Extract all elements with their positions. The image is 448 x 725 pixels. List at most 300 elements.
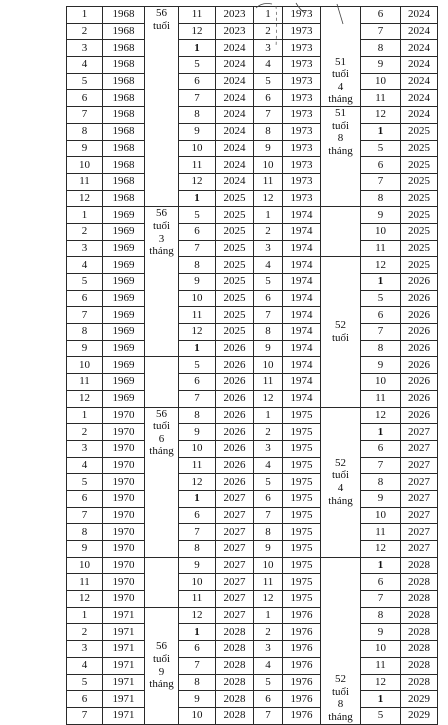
right-retire-month-cell: 1 [361,424,401,441]
right-retire-month-cell: 7 [361,23,401,40]
right-retire-year-cell: 2026 [401,407,438,424]
left-birth-year-cell: 1970 [103,424,145,441]
left-index-cell: 2 [67,223,103,240]
left-retire-month-cell: 10 [179,574,216,591]
right-retire-year-cell: 2028 [401,557,438,574]
age-group-label-line: 3 [158,232,165,245]
left-index-cell: 1 [67,407,103,424]
right-retire-month-cell: 6 [361,7,401,24]
table-row [67,307,438,324]
right-retire-year-cell: 2026 [401,274,438,291]
left-birth-year-cell: 1970 [103,490,145,507]
left-retire-year-cell: 2024 [216,90,254,107]
age-group-label-line: 56 [156,640,167,653]
left-retire-year-cell: 2027 [216,607,254,624]
right-retire-month-cell: 12 [361,541,401,558]
left-index-cell: 2 [67,424,103,441]
age-group-label-line: 52 [335,319,346,332]
right-index-cell: 6 [254,90,283,107]
right-index-cell: 7 [254,307,283,324]
left-birth-year-cell: 1968 [103,40,145,57]
table-row [67,207,438,224]
table-row [67,357,438,374]
table-row [67,173,438,190]
left-birth-year-cell: 1970 [103,474,145,491]
right-index-cell: 9 [254,140,283,157]
right-birth-year-cell: 1973 [283,7,321,24]
age-group-label-line: tuổi [152,19,171,32]
right-age-group [321,207,361,257]
right-birth-year-cell: 1975 [283,407,321,424]
left-index-cell: 8 [67,123,103,140]
right-index-cell: 1 [254,207,283,224]
left-birth-year-cell: 1968 [103,173,145,190]
right-retire-year-cell: 2026 [401,357,438,374]
left-retire-month-cell: 7 [179,657,216,674]
right-age-group [321,407,361,557]
table-row [67,374,438,391]
table-row [67,57,438,74]
right-retire-month-cell: 1 [361,691,401,708]
table-row [67,524,438,541]
left-birth-year-cell: 1969 [103,223,145,240]
left-birth-year-cell: 1969 [103,207,145,224]
right-retire-month-cell: 6 [361,574,401,591]
right-retire-month-cell: 1 [361,274,401,291]
left-index-cell: 2 [67,624,103,641]
left-retire-month-cell: 9 [179,123,216,140]
right-retire-year-cell: 2025 [401,190,438,207]
right-retire-year-cell: 2025 [401,207,438,224]
right-birth-year-cell: 1974 [283,307,321,324]
right-retire-month-cell: 8 [361,607,401,624]
right-index-cell: 10 [254,357,283,374]
left-retire-year-cell: 2025 [216,257,254,274]
table-row [67,240,438,257]
left-retire-year-cell: 2027 [216,490,254,507]
left-retire-month-cell: 5 [179,357,216,374]
left-birth-year-cell: 1971 [103,624,145,641]
right-index-cell: 9 [254,541,283,558]
left-retire-year-cell: 2025 [216,290,254,307]
table-row [67,607,438,624]
age-group-label-line: 8 [337,132,344,145]
left-retire-month-cell: 6 [179,507,216,524]
left-index-cell: 4 [67,457,103,474]
left-retire-year-cell: 2023 [216,7,254,24]
right-age-group [321,7,361,107]
right-retire-month-cell: 8 [361,190,401,207]
left-birth-year-cell: 1969 [103,290,145,307]
left-birth-year-cell: 1970 [103,524,145,541]
left-index-cell: 4 [67,657,103,674]
left-retire-year-cell: 2027 [216,591,254,608]
left-age-group [145,557,179,607]
right-retire-year-cell: 2024 [401,7,438,24]
left-retire-month-cell: 10 [179,440,216,457]
left-birth-year-cell: 1968 [103,23,145,40]
left-index-cell: 11 [67,574,103,591]
left-retire-month-cell: 8 [179,674,216,691]
left-index-cell: 7 [67,707,103,724]
right-index-cell: 7 [254,707,283,724]
right-retire-year-cell: 2026 [401,390,438,407]
left-retire-year-cell: 2028 [216,657,254,674]
left-birth-year-cell: 1968 [103,57,145,74]
left-index-cell: 1 [67,607,103,624]
left-retire-month-cell: 11 [179,7,216,24]
table-row [67,90,438,107]
right-retire-month-cell: 9 [361,57,401,74]
right-index-cell: 8 [254,123,283,140]
left-birth-year-cell: 1969 [103,274,145,291]
right-retire-year-cell: 2028 [401,591,438,608]
right-index-cell: 2 [254,223,283,240]
table-row [67,7,438,24]
left-retire-month-cell: 9 [179,274,216,291]
left-index-cell: 12 [67,390,103,407]
left-retire-year-cell: 2026 [216,374,254,391]
left-index-cell: 9 [67,541,103,558]
right-retire-year-cell: 2024 [401,73,438,90]
right-retire-month-cell: 10 [361,73,401,90]
right-retire-month-cell: 11 [361,390,401,407]
right-retire-year-cell: 2024 [401,107,438,124]
left-birth-year-cell: 1969 [103,324,145,341]
age-group-label-line: tháng [328,494,353,507]
left-index-cell: 12 [67,190,103,207]
left-retire-month-cell: 6 [179,641,216,658]
right-birth-year-cell: 1974 [283,340,321,357]
age-group-label-line: tuổi [331,68,350,81]
left-age-group [145,357,179,407]
left-retire-month-cell: 1 [179,340,216,357]
right-index-cell: 3 [254,40,283,57]
right-index-cell: 10 [254,557,283,574]
right-birth-year-cell: 1973 [283,73,321,90]
right-retire-month-cell: 11 [361,90,401,107]
left-age-group [145,607,179,724]
left-age-group [145,207,179,357]
right-retire-month-cell: 10 [361,374,401,391]
left-retire-month-cell: 8 [179,107,216,124]
right-birth-year-cell: 1974 [283,257,321,274]
right-index-cell: 6 [254,691,283,708]
left-retire-year-cell: 2025 [216,223,254,240]
left-index-cell: 6 [67,691,103,708]
table-row [67,40,438,57]
right-retire-month-cell: 6 [361,157,401,174]
left-birth-year-cell: 1970 [103,440,145,457]
table-row [67,290,438,307]
table-row [67,340,438,357]
table-row [67,257,438,274]
left-retire-month-cell: 12 [179,474,216,491]
left-retire-year-cell: 2024 [216,57,254,74]
left-birth-year-cell: 1969 [103,357,145,374]
left-retire-year-cell: 2024 [216,107,254,124]
right-index-cell: 5 [254,73,283,90]
right-birth-year-cell: 1974 [283,357,321,374]
left-retire-year-cell: 2024 [216,157,254,174]
left-retire-year-cell: 2027 [216,541,254,558]
left-retire-year-cell: 2024 [216,40,254,57]
right-index-cell: 8 [254,524,283,541]
right-retire-year-cell: 2028 [401,607,438,624]
left-retire-year-cell: 2026 [216,457,254,474]
right-retire-year-cell: 2025 [401,240,438,257]
left-retire-month-cell: 10 [179,707,216,724]
table-row [67,274,438,291]
right-retire-year-cell: 2028 [401,657,438,674]
table-row [67,140,438,157]
left-index-cell: 3 [67,440,103,457]
left-birth-year-cell: 1970 [103,557,145,574]
left-retire-year-cell: 2028 [216,674,254,691]
left-retire-month-cell: 10 [179,290,216,307]
right-birth-year-cell: 1975 [283,457,321,474]
right-index-cell: 11 [254,574,283,591]
table-row [67,407,438,424]
right-retire-year-cell: 2024 [401,57,438,74]
right-retire-year-cell: 2024 [401,40,438,57]
left-birth-year-cell: 1970 [103,541,145,558]
right-birth-year-cell: 1975 [283,557,321,574]
left-retire-year-cell: 2026 [216,340,254,357]
right-index-cell: 7 [254,507,283,524]
age-group-label-line: 52 [335,673,346,685]
table-row [67,23,438,40]
left-retire-month-cell: 6 [179,223,216,240]
left-retire-year-cell: 2024 [216,123,254,140]
table-row [67,591,438,608]
right-retire-year-cell: 2027 [401,457,438,474]
left-retire-month-cell: 12 [179,324,216,341]
retirement-age-table [66,6,438,725]
age-group-label-line: tháng [149,678,174,691]
age-group-label-line: tuổi [152,219,171,232]
left-retire-year-cell: 2027 [216,507,254,524]
left-retire-year-cell: 2028 [216,624,254,641]
left-birth-year-cell: 1971 [103,607,145,624]
left-retire-month-cell: 8 [179,541,216,558]
right-retire-year-cell: 2024 [401,23,438,40]
right-index-cell: 5 [254,674,283,691]
right-retire-year-cell: 2025 [401,157,438,174]
left-index-cell: 8 [67,324,103,341]
left-retire-month-cell: 7 [179,240,216,257]
left-birth-year-cell: 1970 [103,407,145,424]
left-retire-year-cell: 2028 [216,641,254,658]
left-birth-year-cell: 1970 [103,507,145,524]
left-index-cell: 10 [67,557,103,574]
right-index-cell: 3 [254,240,283,257]
right-birth-year-cell: 1974 [283,324,321,341]
age-group-label-line: tháng [328,145,353,158]
right-index-cell: 4 [254,457,283,474]
right-retire-month-cell: 12 [361,674,401,691]
right-retire-year-cell: 2028 [401,674,438,691]
table-row [67,324,438,341]
left-retire-year-cell: 2026 [216,440,254,457]
table-row [67,223,438,240]
table-row [67,424,438,441]
left-index-cell: 10 [67,357,103,374]
right-birth-year-cell: 1975 [283,524,321,541]
left-retire-month-cell: 7 [179,390,216,407]
left-retire-year-cell: 2024 [216,173,254,190]
age-group-label-line: 4 [337,80,344,93]
left-retire-year-cell: 2025 [216,324,254,341]
right-birth-year-cell: 1973 [283,90,321,107]
right-retire-month-cell: 6 [361,440,401,457]
left-retire-year-cell: 2025 [216,307,254,324]
right-birth-year-cell: 1973 [283,40,321,57]
right-birth-year-cell: 1973 [283,157,321,174]
right-birth-year-cell: 1976 [283,607,321,624]
right-retire-month-cell: 8 [361,474,401,491]
left-index-cell: 10 [67,157,103,174]
right-birth-year-cell: 1976 [283,674,321,691]
right-birth-year-cell: 1976 [283,707,321,724]
table-body [67,7,438,725]
age-group-label-line: 51 [335,55,346,68]
right-birth-year-cell: 1973 [283,57,321,74]
left-retire-month-cell: 9 [179,424,216,441]
right-retire-year-cell: 2029 [401,707,438,724]
left-index-cell: 3 [67,40,103,57]
right-index-cell: 5 [254,274,283,291]
left-index-cell: 6 [67,290,103,307]
right-index-cell: 11 [254,374,283,391]
right-index-cell: 3 [254,440,283,457]
age-group-label-line: tuổi [152,420,171,433]
right-birth-year-cell: 1975 [283,474,321,491]
right-retire-year-cell: 2028 [401,574,438,591]
table-row [67,440,438,457]
left-birth-year-cell: 1970 [103,591,145,608]
left-retire-month-cell: 12 [179,607,216,624]
left-birth-year-cell: 1970 [103,457,145,474]
table-row [67,641,438,658]
right-retire-year-cell: 2025 [401,223,438,240]
right-index-cell: 6 [254,290,283,307]
age-group-label-line: tuổi [331,685,350,698]
right-retire-month-cell: 10 [361,641,401,658]
left-retire-year-cell: 2026 [216,357,254,374]
left-retire-month-cell: 6 [179,374,216,391]
age-group-label-line: 56 [156,407,167,420]
right-retire-month-cell: 11 [361,524,401,541]
left-birth-year-cell: 1968 [103,90,145,107]
left-birth-year-cell: 1968 [103,190,145,207]
right-index-cell: 6 [254,490,283,507]
right-age-group [321,557,361,724]
left-retire-year-cell: 2028 [216,691,254,708]
left-index-cell: 9 [67,140,103,157]
right-retire-year-cell: 2026 [401,324,438,341]
right-retire-month-cell: 5 [361,140,401,157]
left-index-cell: 7 [67,307,103,324]
table-row [67,691,438,708]
left-retire-month-cell: 11 [179,157,216,174]
left-index-cell: 5 [67,674,103,691]
right-index-cell: 1 [254,607,283,624]
left-retire-year-cell: 2028 [216,707,254,724]
left-index-cell: 6 [67,90,103,107]
right-index-cell: 5 [254,474,283,491]
right-retire-year-cell: 2027 [401,507,438,524]
left-retire-month-cell: 8 [179,257,216,274]
left-retire-year-cell: 2026 [216,474,254,491]
right-birth-year-cell: 1975 [283,591,321,608]
age-group-label-line: 56 [156,207,167,220]
right-birth-year-cell: 1975 [283,440,321,457]
left-index-cell: 12 [67,591,103,608]
left-index-cell: 1 [67,207,103,224]
age-group-label-line: tuổi [152,653,171,666]
left-birth-year-cell: 1971 [103,691,145,708]
left-retire-year-cell: 2026 [216,424,254,441]
table-row [67,107,438,124]
right-index-cell: 7 [254,107,283,124]
right-birth-year-cell: 1976 [283,657,321,674]
left-retire-month-cell: 6 [179,73,216,90]
left-retire-year-cell: 2027 [216,524,254,541]
left-index-cell: 11 [67,173,103,190]
right-birth-year-cell: 1973 [283,140,321,157]
left-retire-month-cell: 11 [179,307,216,324]
right-index-cell: 4 [254,57,283,74]
right-birth-year-cell: 1974 [283,240,321,257]
right-retire-year-cell: 2028 [401,641,438,658]
left-birth-year-cell: 1969 [103,390,145,407]
left-birth-year-cell: 1969 [103,257,145,274]
left-retire-month-cell: 1 [179,624,216,641]
left-retire-year-cell: 2027 [216,574,254,591]
right-index-cell: 2 [254,23,283,40]
right-retire-year-cell: 2024 [401,90,438,107]
left-birth-year-cell: 1969 [103,340,145,357]
right-index-cell: 9 [254,340,283,357]
right-retire-month-cell: 9 [361,624,401,641]
right-retire-month-cell: 1 [361,557,401,574]
right-retire-month-cell: 12 [361,407,401,424]
right-retire-month-cell: 7 [361,457,401,474]
table-row [67,490,438,507]
right-index-cell: 10 [254,157,283,174]
left-retire-month-cell: 9 [179,557,216,574]
right-index-cell: 4 [254,257,283,274]
right-index-cell: 11 [254,173,283,190]
table-row [67,507,438,524]
right-retire-month-cell: 7 [361,173,401,190]
left-retire-year-cell: 2025 [216,190,254,207]
table-row [67,541,438,558]
right-retire-month-cell: 12 [361,257,401,274]
right-retire-month-cell: 5 [361,290,401,307]
table-row [67,574,438,591]
right-retire-month-cell: 9 [361,490,401,507]
left-index-cell: 6 [67,490,103,507]
right-retire-month-cell: 11 [361,657,401,674]
left-index-cell: 2 [67,23,103,40]
left-retire-year-cell: 2027 [216,557,254,574]
right-retire-month-cell: 11 [361,240,401,257]
age-group-label-line: tháng [149,245,174,258]
right-retire-year-cell: 2027 [401,490,438,507]
right-retire-year-cell: 2027 [401,541,438,558]
